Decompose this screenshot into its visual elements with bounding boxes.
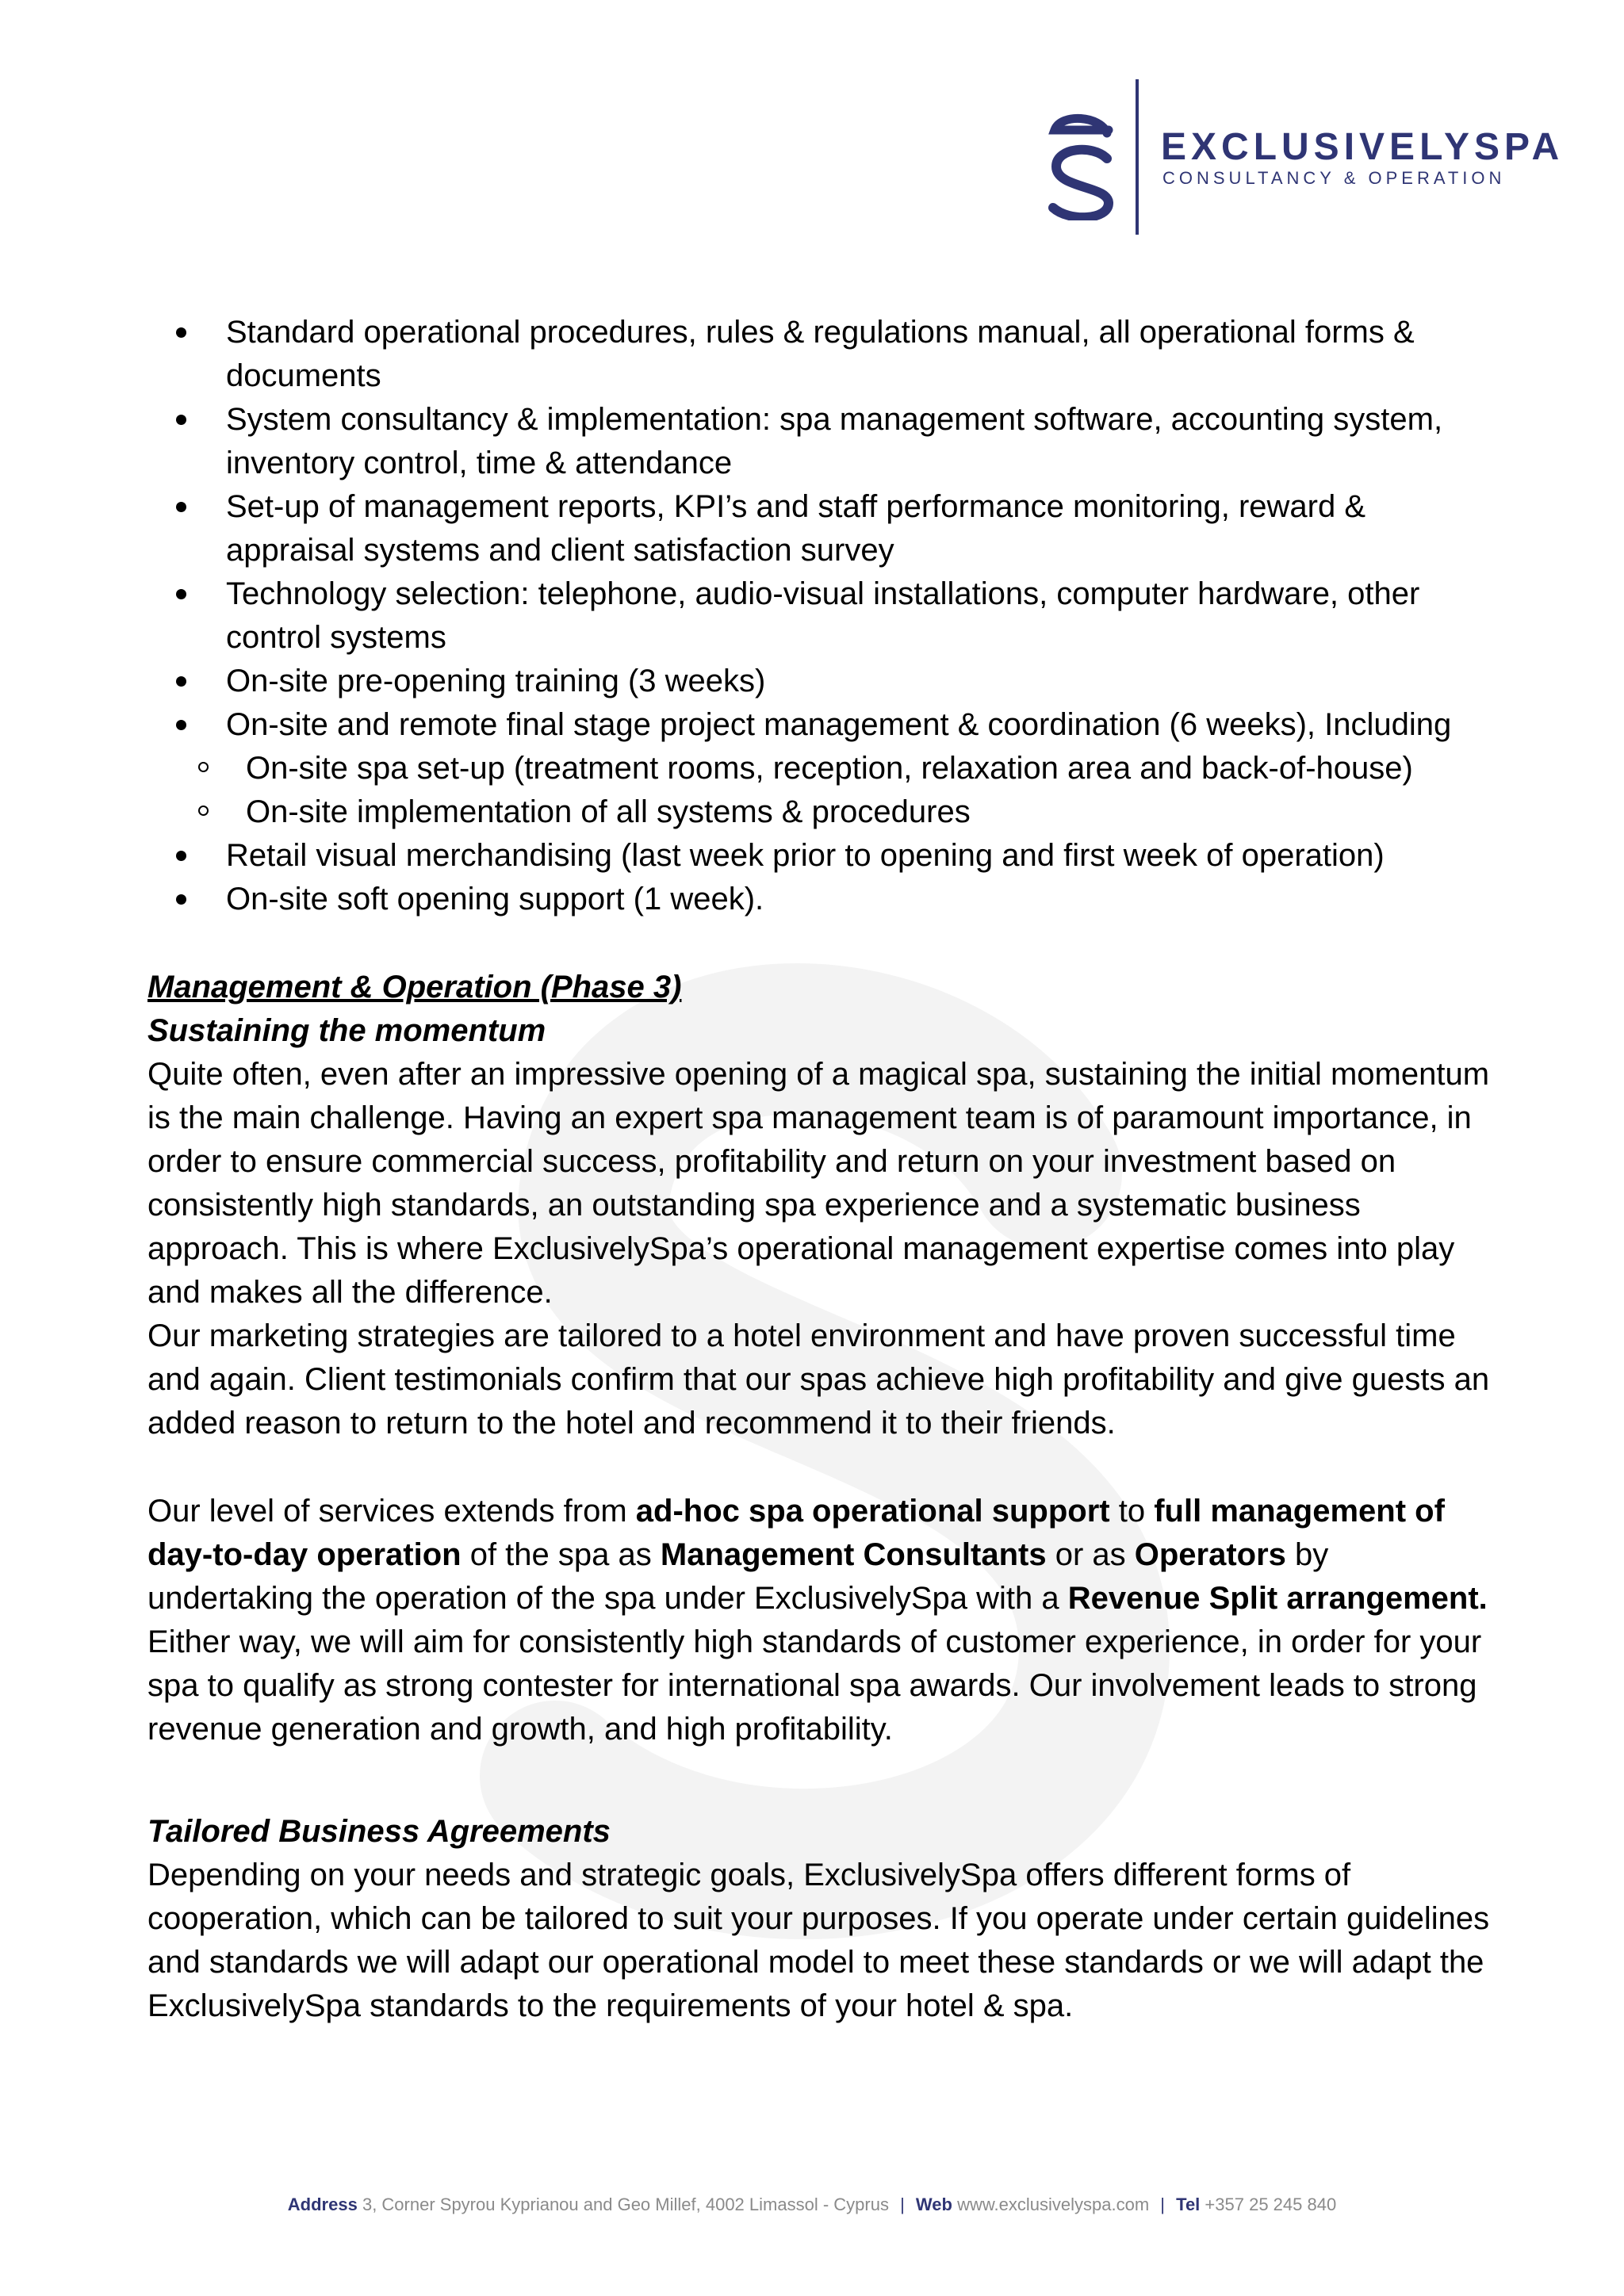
paragraph: Either way, we will aim for consistently high standards of customer experience, in order for your spa to qualify as strong contester for international spa awards. Our involvement leads to strong revenue generation and growth, and high profitability. [147, 1624, 1482, 1747]
paragraph: Our marketing strategies are tailored to a hotel environment and have proven successful time and again. Client testimonials confirm that our spas achieve high profitability and give guests an added reason to return to the hotel and recommend it to their friends. [147, 1318, 1490, 1441]
list-item: Retail visual merchandising (last week prior to opening and first week of operation) [147, 834, 1496, 878]
bullet-icon [176, 851, 186, 861]
footer-web-link[interactable]: www.exclusivelyspa.com [957, 2195, 1150, 2214]
logo-tagline: CONSULTANCY & OPERATION [1162, 168, 1506, 188]
logo-divider [1136, 79, 1139, 235]
sub-list-item: On-site spa set-up (treatment rooms, reception, relaxation area and back-of-house) [147, 747, 1496, 790]
bullet-icon [176, 676, 186, 687]
list-item: On-site and remote final stage project management & coordination (6 weeks), Including [147, 703, 1496, 747]
footer-separator: | [900, 2195, 905, 2214]
hollow-bullet-icon [198, 806, 209, 816]
sub-list-item: On-site implementation of all systems & procedures [147, 790, 1496, 834]
bullet-icon [176, 589, 186, 599]
list-item: On-site pre-opening training (3 weeks) [147, 660, 1496, 703]
list-item: Standard operational procedures, rules & regulations manual, all operational forms & documents [147, 311, 1496, 398]
logo-name: EXCLUSIVELYSPA [1161, 126, 1565, 168]
footer-tel-label: Tel [1176, 2195, 1201, 2214]
footer-address: 3, Corner Spyrou Kyprianou and Geo Millef, 4002 Limassol - Cyprus [362, 2195, 889, 2214]
footer-address-label: Address [287, 2195, 358, 2214]
company-logo [1045, 79, 1565, 238]
bullet-icon [176, 894, 186, 905]
bullet-icon [176, 502, 186, 512]
list-item: Set-up of management reports, KPI’s and staff performance monitoring, reward & appraisal systems and client satisfaction survey [147, 485, 1496, 572]
paragraph: Depending on your needs and strategic goals, ExclusivelySpa offers different forms of cooperation, which can be tailored to suit your purposes. If you operate under certain guidelines and standards we will adapt our operational model to meet these standards or we will adapt the ExclusivelySpa standards to the requirements of your hotel & spa. [147, 1858, 1490, 2023]
footer-web-label: Web [915, 2195, 952, 2214]
paragraph: Quite often, even after an impressive opening of a magical spa, sustaining the initial momentum is the main challenge. Having an expert spa management team is of paramount importance, in order to ensure commercial success, profitability and return on your investment based on consistently high standards, an outstanding spa experience and a systematic business approach. This is where ExclusivelySpa’s operational management expertise comes into play and makes all the difference. [147, 1057, 1490, 1310]
logo-e-s-icon [1045, 109, 1116, 220]
list-item: Technology selection: telephone, audio-visual installations, computer hardware, other control systems [147, 572, 1496, 660]
page-footer [0, 2195, 1624, 2215]
deliverables-list [147, 311, 1496, 921]
list-item: System consultancy & implementation: spa management software, accounting system, inventory control, time & attendance [147, 398, 1496, 485]
bullet-icon [176, 327, 186, 338]
bullet-icon [176, 720, 186, 730]
footer-tel: +357 25 245 840 [1205, 2195, 1337, 2214]
bullet-icon [176, 415, 186, 425]
section-subheading: Sustaining the momentum [147, 1013, 546, 1048]
section-heading: Management & Operation (Phase 3) [147, 970, 682, 1004]
document-body [147, 311, 1496, 2028]
hollow-bullet-icon [198, 762, 209, 772]
footer-separator: | [1160, 2195, 1166, 2214]
services-paragraph: Our level of services extends from ad-hoc spa operational support to full management of day-to-day operation of the spa as Management Consultants or as Operators by undertaking the operation of the spa under ExclusivelySpa with a Revenue Split arrangement. [147, 1494, 1488, 1616]
list-item: On-site soft opening support (1 week). [147, 878, 1496, 921]
section-heading: Tailored Business Agreements [147, 1814, 611, 1849]
